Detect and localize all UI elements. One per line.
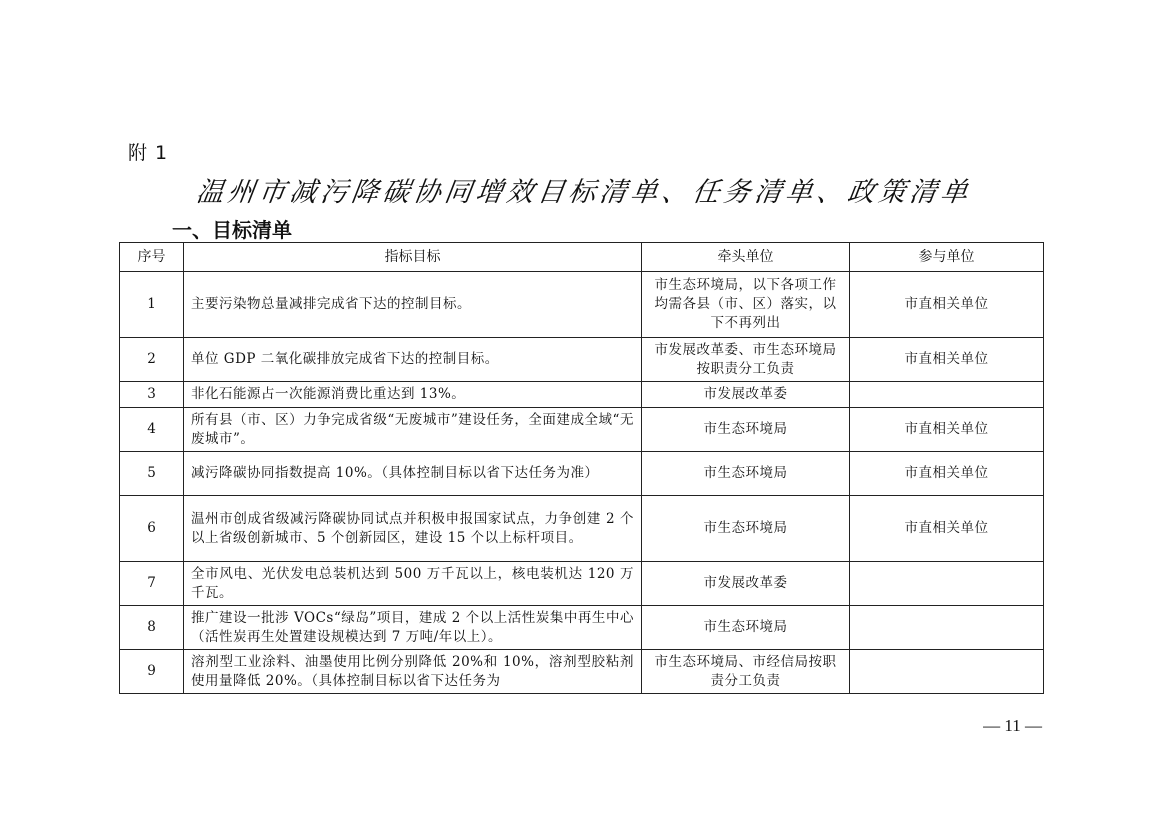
row-participant: 市直相关单位 (850, 272, 1044, 338)
annex-label: 附 1 (128, 142, 169, 164)
document-title: 温州市减污降碳协同增效目标清单、任务清单、政策清单 (194, 177, 974, 208)
header-lead: 牵头单位 (642, 243, 850, 272)
row-participant: 市直相关单位 (850, 338, 1044, 382)
row-target: 非化石能源占一次能源消费比重达到 13%。 (184, 382, 642, 408)
table-row (120, 562, 1044, 606)
row-no: 8 (120, 606, 184, 650)
row-no: 2 (120, 338, 184, 382)
header-target: 指标目标 (184, 243, 642, 272)
row-lead: 市生态环境局 (642, 452, 850, 496)
row-no: 3 (120, 382, 184, 408)
table-row (120, 496, 1044, 562)
row-lead: 市生态环境局、市经信局按职责分工负责 (642, 650, 850, 694)
row-participant (850, 562, 1044, 606)
row-target: 全市风电、光伏发电总装机达到 500 万千瓦以上，核电装机达 120 万千瓦。 (184, 562, 642, 606)
row-no: 9 (120, 650, 184, 694)
row-participant (850, 650, 1044, 694)
row-participant (850, 382, 1044, 408)
row-lead: 市发展改革委 (642, 382, 850, 408)
row-lead: 市发展改革委 (642, 562, 850, 606)
header-no: 序号 (120, 243, 184, 272)
table-row (120, 338, 1044, 382)
page-number: — 11 — (983, 716, 1042, 735)
table-row (120, 382, 1044, 408)
row-no: 4 (120, 408, 184, 452)
row-target: 单位 GDP 二氧化碳排放完成省下达的控制目标。 (184, 338, 642, 382)
row-target: 主要污染物总量减排完成省下达的控制目标。 (184, 272, 642, 338)
row-lead: 市生态环境局，以下各项工作均需各县（市、区）落实，以下不再列出 (642, 272, 850, 338)
row-lead: 市生态环境局 (642, 606, 850, 650)
row-participant: 市直相关单位 (850, 408, 1044, 452)
table-row (120, 650, 1044, 694)
row-participant: 市直相关单位 (850, 496, 1044, 562)
table-row (120, 452, 1044, 496)
row-participant: 市直相关单位 (850, 452, 1044, 496)
row-no: 7 (120, 562, 184, 606)
table-header-row (120, 243, 1044, 272)
table-row (120, 606, 1044, 650)
row-no: 1 (120, 272, 184, 338)
row-target: 温州市创成省级减污降碳协同试点并积极申报国家试点，力争创建 2 个以上省级创新城市、5 个创新园区，建设 15 个以上标杆项目。 (184, 496, 642, 562)
target-list-table (119, 242, 1044, 694)
row-participant (850, 606, 1044, 650)
row-lead: 市生态环境局 (642, 408, 850, 452)
row-target: 减污降碳协同指数提高 10%。（具体控制目标以省下达任务为准） (184, 452, 642, 496)
row-target: 溶剂型工业涂料、油墨使用比例分别降低 20%和 10%，溶剂型胶粘剂使用量降低 20%。（具体控制目标以省下达任务为 (184, 650, 642, 694)
row-no: 6 (120, 496, 184, 562)
table-row (120, 408, 1044, 452)
section-heading: 一、目标清单 (172, 218, 292, 242)
row-no: 5 (120, 452, 184, 496)
row-lead: 市发展改革委、市生态环境局按职责分工负责 (642, 338, 850, 382)
row-lead: 市生态环境局 (642, 496, 850, 562)
header-participant: 参与单位 (850, 243, 1044, 272)
row-target: 推广建设一批涉 VOCs“绿岛”项目，建成 2 个以上活性炭集中再生中心（活性炭再生处置建设规模达到 7 万吨/年以上）。 (184, 606, 642, 650)
table-row (120, 272, 1044, 338)
row-target: 所有县（市、区）力争完成省级“无废城市”建设任务，全面建成全域“无废城市”。 (184, 408, 642, 452)
